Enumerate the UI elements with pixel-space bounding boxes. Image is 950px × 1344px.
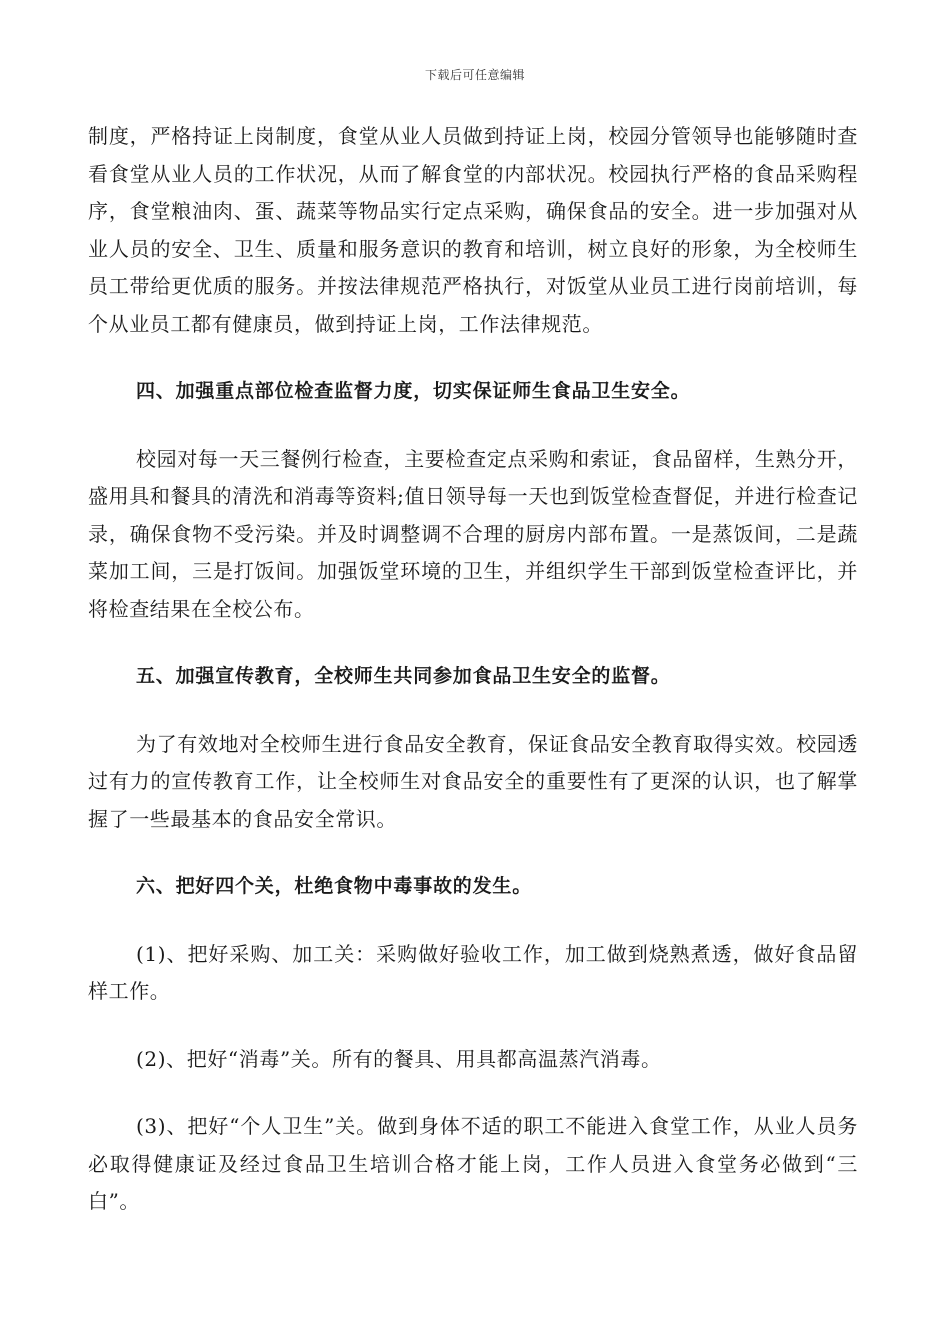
section-heading-4: 四、加强重点部位检查监督力度，切实保证师生食品卫生安全。 xyxy=(136,380,691,402)
page-header: 下载后可任意编辑 xyxy=(424,68,525,82)
paragraph-inspection: 校园对每一天三餐例行检查，主要检查定点采购和索证，食品留样，生熟分开，盛用具和餐具的清洗和消毒等资料;值日领导每一天也到饭堂检查督促，并进行检查记录，确保食物不受污染。并及时调整调不合理的厨房内部布置。一是蒸饭间，二是蔬菜加工间，三是打饭间。加强饭堂环境的卫生，并组织学生干部到饭堂检查评比，并将检查结果在全校公布。 xyxy=(88,446,858,621)
list-item-hygiene: (3)、把好“个人卫生”关。做到身体不适的职工不能进入食堂工作，从业人员务必取得健康证及经过食品卫生培训合格才能上岗，工作人员进入食堂务必做到“三白”。 xyxy=(88,1114,858,1213)
document-body xyxy=(88,118,858,1221)
section-heading-6: 六、把好四个关，杜绝食物中毒事故的发生。 xyxy=(136,875,533,897)
list-item-disinfection: (2)、把好“消毒”关。所有的餐具、用具都高温蒸汽消毒。 xyxy=(136,1046,662,1071)
section-heading-5: 五、加强宣传教育，全校师生共同参加食品卫生安全的监督。 xyxy=(136,665,671,687)
list-item-purchase: (1)、把好采购、加工关：采购做好验收工作，加工做到烧熟煮透，做好食品留样工作。 xyxy=(88,941,858,1003)
paragraph-education: 为了有效地对全校师生进行食品安全教育，保证食品安全教育取得实效。校园透过有力的宣传教育工作，让全校师生对食品安全的重要性有了更深的认识，也了解掌握了一些最基本的食品安全常识。 xyxy=(88,731,858,831)
paragraph-continuation: 制度，严格持证上岗制度，食堂从业人员做到持证上岗，校园分管领导也能够随时查看食堂从业人员的工作状况，从而了解食堂的内部状况。校园执行严格的食品采购程序，食堂粮油肉、蛋、蔬菜等物品实行定点采购，确保食品的安全。进一步加强对从业人员的安全、卫生、质量和服务意识的教育和培训，树立良好的形象，为全校师生员工带给更优质的服务。并按法律规范严格执行，对饭堂从业员工进行岗前培训，每个从业员工都有健康员，做到持证上岗，工作法律规范。 xyxy=(88,124,858,336)
